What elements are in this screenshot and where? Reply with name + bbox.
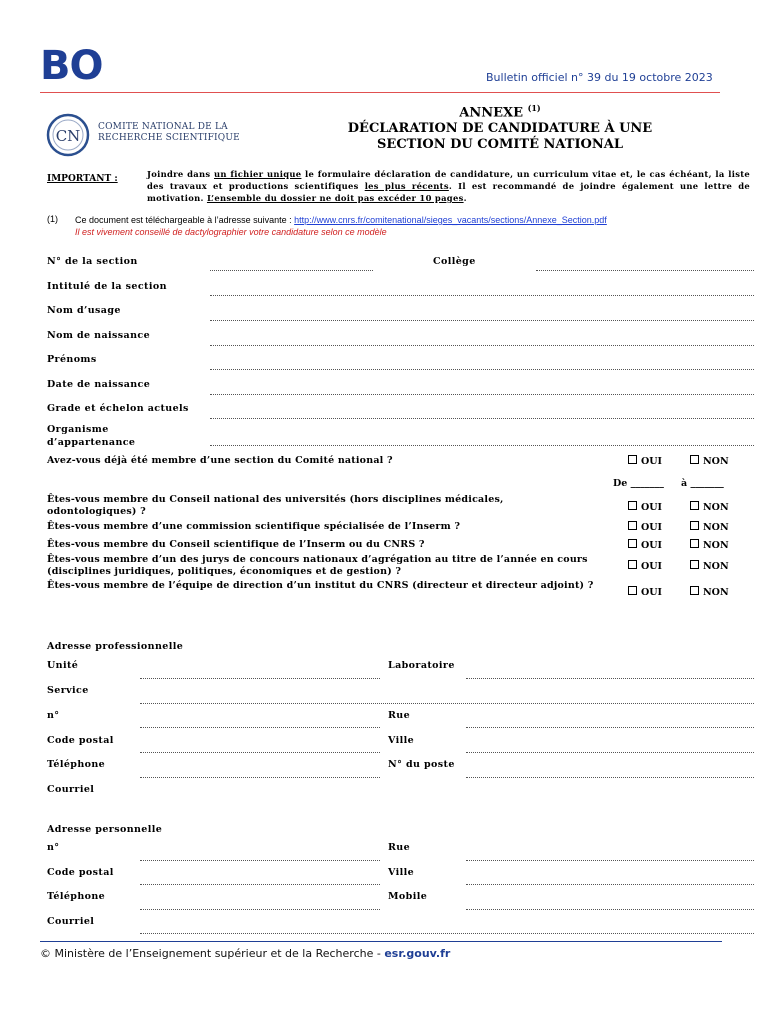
checkbox-icon (690, 586, 699, 595)
perso-rue-field[interactable] (466, 860, 754, 861)
q2-oui-checkbox[interactable]: OUI (628, 501, 662, 513)
pro-code-postal-label: Code postal (47, 735, 114, 746)
first-names-field[interactable] (210, 369, 754, 370)
pro-poste-label: N° du poste (388, 759, 455, 770)
download-link[interactable]: http://www.cnrs.fr/comitenational/sieges_vacants/sections/Annexe_Section.pdf (294, 215, 607, 225)
footer-link[interactable]: esr.gouv.fr (384, 947, 451, 960)
pro-code-postal-field[interactable] (140, 752, 380, 753)
cnrs-emblem-icon (45, 112, 93, 158)
pro-telephone-field[interactable] (140, 777, 380, 778)
footnote (75, 214, 607, 238)
bo-logo: BO (40, 43, 103, 89)
usage-name-field[interactable] (210, 320, 754, 321)
pro-unite-label: Unité (47, 660, 79, 671)
footer (40, 947, 450, 960)
birth-name-field[interactable] (210, 345, 754, 346)
perso-courriel-label: Courriel (47, 916, 95, 927)
header-rule (40, 92, 720, 93)
perso-telephone-label: Téléphone (47, 891, 106, 902)
checkbox-icon (628, 539, 637, 548)
q1-to-field[interactable]: à _______ (681, 478, 724, 489)
pro-rue-label: Rue (388, 710, 411, 721)
question-cnu: Êtes-vous membre du Conseil national des universités (hors disciplines médicales, odontologiques) ? (47, 494, 504, 517)
question-conseil-scientifique: Êtes-vous membre du Conseil scientifique de l’Inserm ou du CNRS ? (47, 539, 425, 550)
checkbox-icon (628, 521, 637, 530)
perso-courriel-field[interactable] (140, 933, 754, 934)
section-title-label: Intitulé de la section (47, 281, 167, 292)
checkbox-icon (690, 455, 699, 464)
cnrs-name-line2: RECHERCHE SCIENTIFIQUE (98, 133, 240, 143)
perso-code-postal-field[interactable] (140, 884, 380, 885)
q1-oui-checkbox[interactable]: OUI (628, 455, 662, 467)
pro-ville-label: Ville (388, 735, 415, 746)
checkbox-icon (628, 501, 637, 510)
q6-non-checkbox[interactable]: NON (690, 586, 729, 598)
cnrs-name-line1: COMITE NATIONAL DE LA (98, 122, 228, 132)
checkbox-icon (690, 539, 699, 548)
pro-rue-field[interactable] (466, 727, 754, 728)
q5-oui-checkbox[interactable]: OUI (628, 560, 662, 572)
footer-text: © Ministère de l’Enseignement supérieur et de la Recherche - (40, 947, 385, 960)
q4-oui-checkbox[interactable]: OUI (628, 539, 662, 551)
q1-non-checkbox[interactable]: NON (690, 455, 729, 467)
perso-numero-label: n° (47, 842, 60, 853)
checkbox-icon (690, 501, 699, 510)
pro-telephone-label: Téléphone (47, 759, 106, 770)
section-number-field[interactable] (210, 270, 373, 271)
pro-ville-field[interactable] (466, 752, 754, 753)
q4-non-checkbox[interactable]: NON (690, 539, 729, 551)
q2-non-checkbox[interactable]: NON (690, 501, 729, 513)
organisme-label-line2: d’appartenance (47, 437, 136, 448)
pro-address-heading: Adresse professionnelle (47, 641, 184, 652)
question-comite-national: Avez-vous déjà été membre d’une section du Comité national ? (47, 455, 393, 466)
birth-name-label: Nom de naissance (47, 330, 151, 341)
birth-date-field[interactable] (210, 394, 754, 395)
question-agregation: Êtes-vous membre d’un des jurys de concours nationaux d’agrégation au titre de l’année en cours (disciplines juridiques, politiques, économiques et de gestion) ? (47, 554, 588, 577)
perso-rue-label: Rue (388, 842, 411, 853)
pro-service-field[interactable] (140, 703, 754, 704)
q6-oui-checkbox[interactable]: OUI (628, 586, 662, 598)
college-label: Collège (433, 256, 476, 267)
important-text: Joindre dans un fichier unique le formulaire déclaration de candidature, un curriculum vitae et, le cas échéant, la liste des travaux et productions scientifiques les plus récents. Il est recommandé de joindre également une lettre de motivation. L’ensemble du dossier ne doit pas excéder 10 pages. (147, 169, 751, 203)
pro-numero-label: n° (47, 710, 60, 721)
organisme-field[interactable] (210, 445, 754, 446)
perso-ville-field[interactable] (466, 884, 754, 885)
q1-from-field[interactable]: De _______ (613, 478, 664, 489)
organisme-label (47, 423, 135, 449)
title-line3: SECTION DU COMITÉ NATIONAL (377, 137, 623, 153)
checkbox-icon (690, 560, 699, 569)
pro-poste-field[interactable] (466, 777, 754, 778)
q3-oui-checkbox[interactable]: OUI (628, 521, 662, 533)
first-names-label: Prénoms (47, 354, 97, 365)
title-annexe: ANNEXE (459, 105, 524, 121)
pro-unite-field[interactable] (140, 678, 380, 679)
perso-mobile-field[interactable] (466, 909, 754, 910)
perso-numero-field[interactable] (140, 860, 380, 861)
grade-label: Grade et échelon actuels (47, 403, 189, 414)
checkbox-icon (690, 521, 699, 530)
important-label: IMPORTANT : (47, 174, 118, 184)
cnrs-mark: CN (55, 127, 81, 145)
q5-non-checkbox[interactable]: NON (690, 560, 729, 572)
perso-telephone-field[interactable] (140, 909, 380, 910)
footer-rule (40, 941, 722, 942)
question-inserm-commission: Êtes-vous membre d’une commission scientifique spécialisée de l’Inserm ? (47, 521, 461, 532)
pro-service-label: Service (47, 685, 89, 696)
question-direction-institut: Êtes-vous membre de l’équipe de direction d’un institut du CNRS (directeur et directeur adjoint) ? (47, 580, 594, 591)
footnote-advice: Il est vivement conseillé de dactylographier votre candidature selon ce modèle (75, 227, 387, 237)
organisme-label-line1: Organisme (47, 424, 109, 435)
footnote-number: (1) (47, 214, 58, 224)
perso-code-postal-label: Code postal (47, 867, 114, 878)
perso-address-heading: Adresse personnelle (47, 824, 163, 835)
pro-courriel-label: Courriel (47, 784, 95, 795)
checkbox-icon (628, 586, 637, 595)
checkbox-icon (628, 560, 637, 569)
pro-laboratoire-field[interactable] (466, 678, 754, 679)
usage-name-label: Nom d’usage (47, 305, 121, 316)
pro-numero-field[interactable] (140, 727, 380, 728)
checkbox-icon (628, 455, 637, 464)
college-field[interactable] (536, 270, 754, 271)
birth-date-label: Date de naissance (47, 379, 151, 390)
section-title-field[interactable] (210, 295, 754, 296)
cnrs-comite-logo (45, 112, 255, 158)
footnote-text: Ce document est téléchargeable à l’adresse suivante : (75, 215, 295, 225)
page-title (300, 100, 700, 153)
q3-non-checkbox[interactable]: NON (690, 521, 729, 533)
pro-laboratoire-label: Laboratoire (388, 660, 455, 671)
grade-field[interactable] (210, 418, 754, 419)
title-line2: DÉCLARATION DE CANDIDATURE À UNE (347, 121, 653, 137)
cnrs-name (98, 122, 240, 144)
bulletin-reference: Bulletin officiel n° 39 du 19 octobre 2023 (486, 71, 713, 84)
section-number-label: N° de la section (47, 256, 138, 267)
title-footnote-ref: (1) (527, 103, 541, 113)
perso-mobile-label: Mobile (388, 891, 428, 902)
perso-ville-label: Ville (388, 867, 415, 878)
